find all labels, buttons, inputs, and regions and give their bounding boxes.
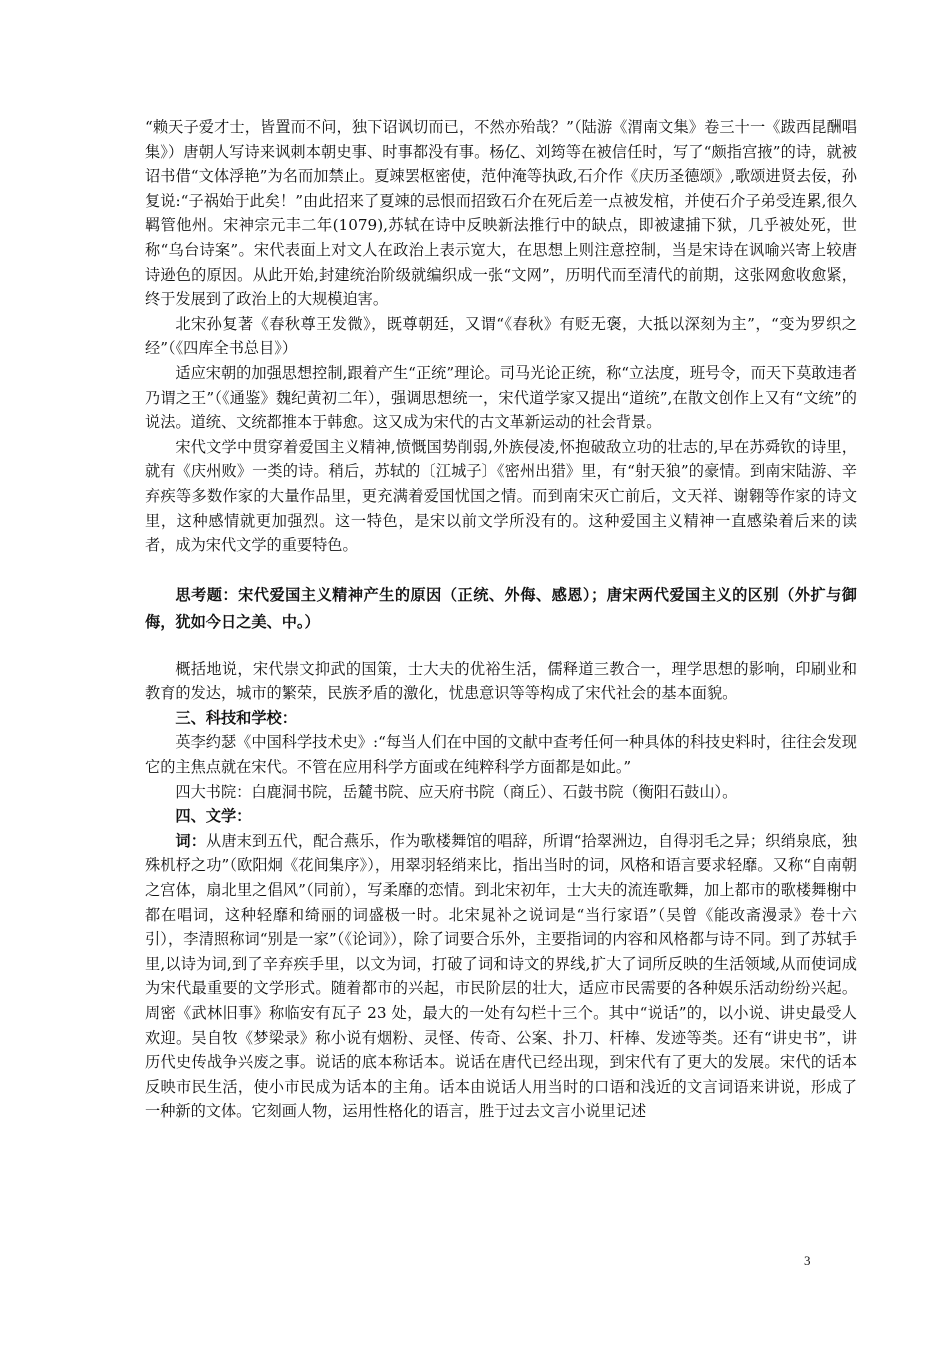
spacer [145,558,857,582]
paragraph-4: 宋代文学中贯穿着爱国主义精神,愤慨国势削弱,外族侵凌,怀抱破敌立功的壮志的,早在苏舜钦的诗里，就有《庆州败》一类的诗。稍后，苏轼的〔江城子〕《密州出猎》里，有“射天狼”的豪情。到南宋陆游、辛弃疾等多数作家的大量作品里，更充满着爱国忧国之情。而到南宋灭亡前后，文天祥、谢翱等作家的诗文里，这种感情就更加强烈。这一特色，是宋以前文学所没有的。这种爱国主义精神一直感染着后来的读者，成为宋代文学的重要特色。 [145,437,857,555]
section-heading-science: 三、科技和学校： [175,708,297,727]
paragraph-7: 四大书院：白鹿洞书院，岳麓书院、应天府书院（商丘）、石鼓书院（衡阳石鼓山）。 [175,782,738,801]
paragraph-3: 适应宋朝的加强思想控制,跟着产生“正统”理论。司马光论正统，称“立法度，班号令，而天下莫敢违者乃谓之王”（《通鉴》魏纪黄初二年），强调思想统一，宋代道学家又提出“道统”,在散文创作上又有“文统”的说法。道统、文统都推本于韩愈。这又成为宋代的古文革新运动的社会背景。 [145,363,857,432]
paragraph-2: 北宋孙复著《春秋尊王发微》，既尊朝廷，又谓“《春秋》有贬无褒，大抵以深刻为主”，“变为罗织之经”（《四库全书总目》） [145,314,857,358]
paragraph-8-text: 从唐末到五代，配合燕乐，作为歌楼舞馆的唱辞，所谓“拾翠洲边，自得羽毛之异；织绡泉底，独殊机杼之功”（欧阳炯《花间集序》），用翠羽轻绡来比，指出当时的词，风格和语言要求轻靡。又称“自南朝之宫体，扇北里之倡风”（同前），写柔靡的恋情。到北宋初年，士大夫的流连歌舞，加上都市的歌楼舞榭中都在唱词，这种轻靡和绮丽的词盛极一时。北宋晁补之说词是“当行家语”（吴曾《能改斋漫录》卷十六引），李清照称词“别是一家”（《论词》），除了词要合乐外，主要指词的内容和风格都与诗不同。到了苏轼手里,以诗为词,到了辛弃疾手里，以文为词，打破了词和诗文的界线,扩大了词所反映的生活领域,从而使词成为宋代最重要的文学形式。随着都市的兴起，市民阶层的壮大，适应市民需要的各种娱乐活动纷纷兴起。周密《武林旧事》称临安有瓦子 23 处，最大的一处有勾栏十三个。其中“说话”的，以小说、讲史最受人欢迎。吴自牧《梦梁录》称小说有烟粉、灵怪、传奇、公案、扑刀、杆棒、发迹等类。还有“讲史书”，讲历代史传战争兴废之事。说话的底本称话本。说话在唐代已经出现，到宋代有了更大的发展。宋代的话本反映市民生活，使小市民成为话本的主角。话本由说话人用当时的口语和浅近的文言词语来讲说，形成了一种新的文体。它刻画人物，运用性格化的语言，胜于过去文言小说里记述 [145,831,858,1121]
section-heading-literature: 四、文学： [175,807,252,826]
document-page [145,115,857,1124]
paragraph-6: 英李约瑟《中国科学技术史》:“每当人们在中国的文献中查考任何一种具体的科技史料时，往往会发现它的主焦点就在宋代。不管在应用科学方面或在纯粹科学方面都是如此。” [145,733,857,777]
paragraph-5: 概括地说，宋代崇文抑武的国策，士大夫的优裕生活，儒释道三教合一，理学思想的影响，印刷业和教育的发达，城市的繁荣，民族矛盾的激化，忧患意识等等构成了宋代社会的基本面貌。 [145,659,857,703]
paragraph-8 [145,829,857,1124]
spacer [145,636,857,657]
page-number: 3 [804,1253,811,1268]
paragraph-1: “赖天子爱才士，皆置而不问，独下诏讽切而已，不然亦殆哉？”（陆游《渭南文集》卷三十一《跋西昆酬唱集》）唐朝人写诗来讽刺本朝史事、时事都没有事。杨亿、刘筠等在被信任时，写了“颇指宫掖”的诗，就被诏书借“文体浮艳”为名而加禁止。夏竦罢枢密使，范仲淹等执政,石介作《庆历圣德颂》,歌颂进贤去佞，孙复说:“子祸始于此矣！”由此招来了夏竦的忌恨而招致石介在死后差一点被发棺，并使石介子弟受连累,很久羁管他州。宋神宗元丰二年(1079),苏轼在诗中反映新法推行中的缺点，即被逮捕下狱，几乎被处死，世称“乌台诗案”。宋代表面上对文人在政治上表示宽大，在思想上则注意控制，当是宋诗在讽喻兴寄上较唐诗逊色的原因。从此开始,封建统治阶级就编织成一张“文网”，历明代而至清代的前期，这张网愈收愈紧，终于发展到了政治上的大规模迫害。 [145,118,857,309]
term-ci: 词： [175,831,207,850]
thinking-question: 思考题：宋代爱国主义精神产生的原因（正统、外侮、感恩）；唐宋两代爱国主义的区别（外扩与御侮，犹如今日之美、中。） [145,585,857,631]
